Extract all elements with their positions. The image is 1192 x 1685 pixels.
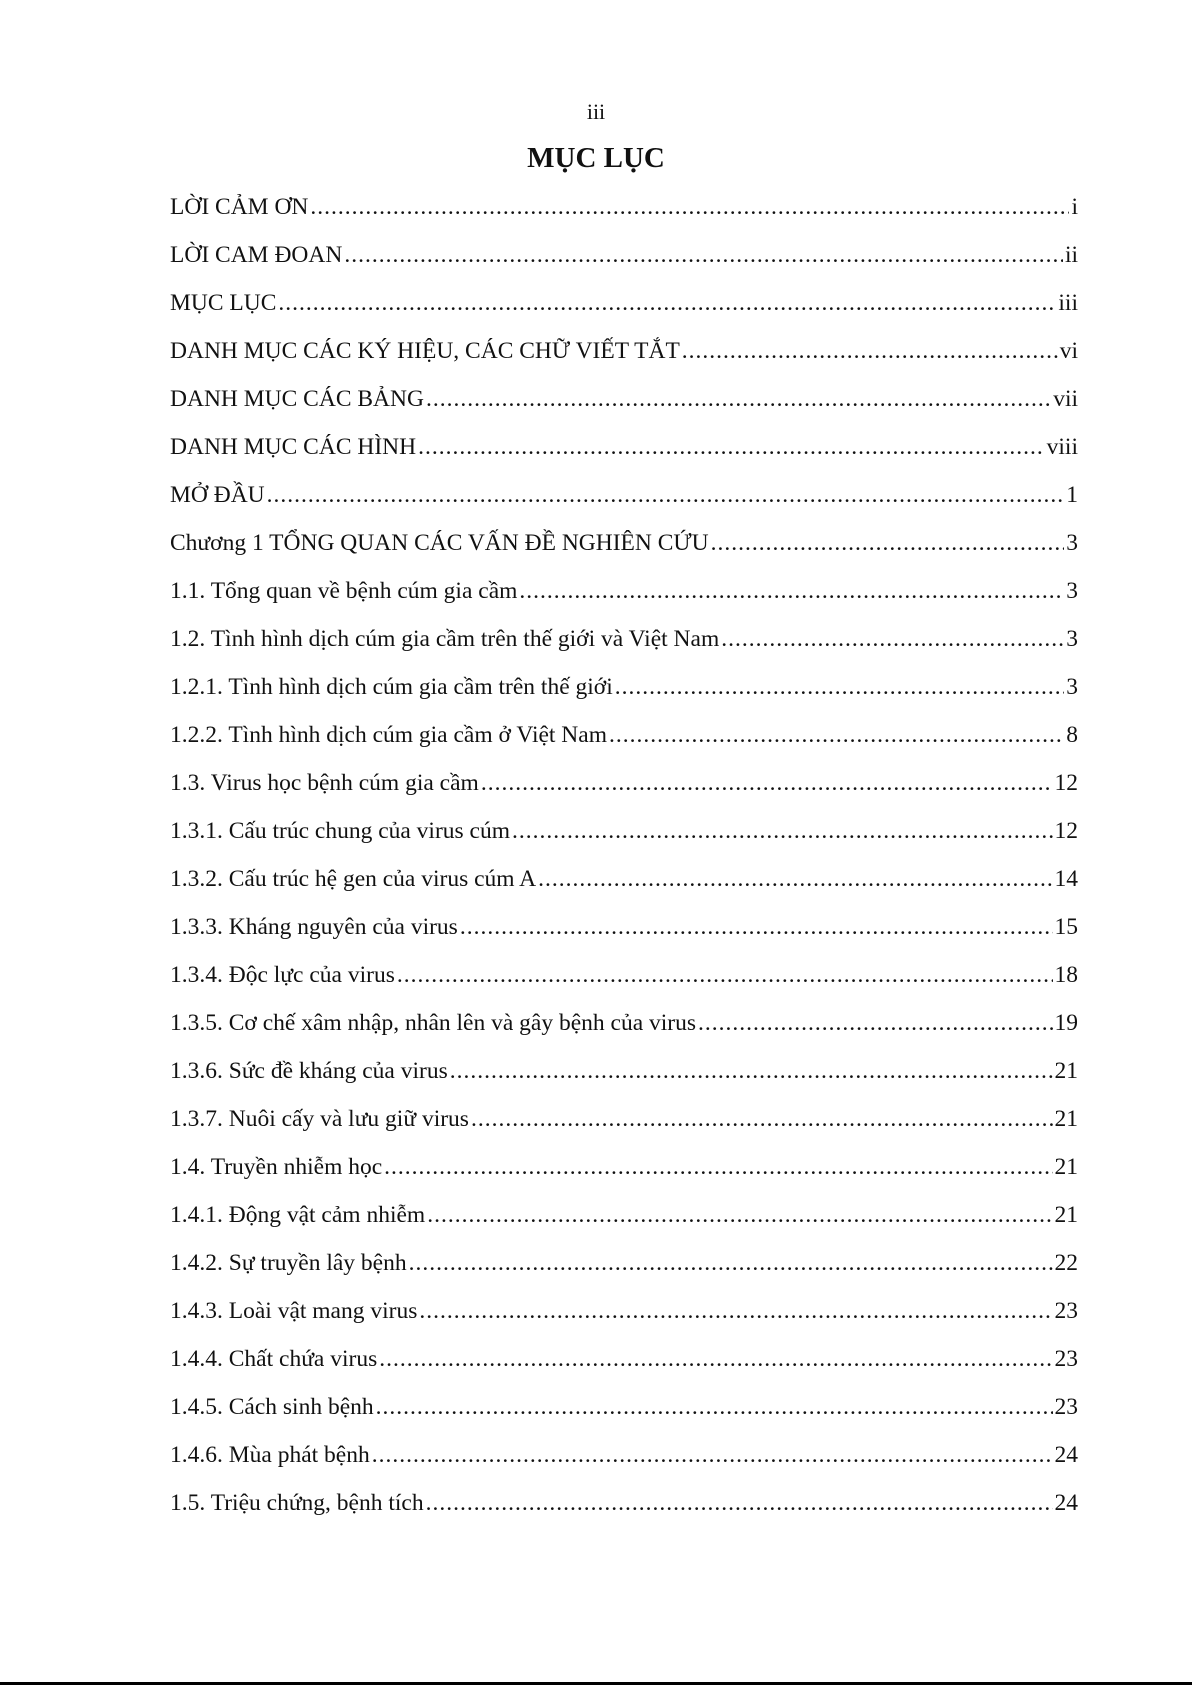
toc-entry-leader: [344, 238, 1063, 272]
toc-entry-leader: [615, 670, 1065, 704]
toc-entry-leader: [397, 958, 1053, 992]
toc-entry: [170, 1102, 1078, 1150]
toc-entry: [170, 478, 1078, 526]
toc-entry-text: 1.3.6. Sức đề kháng của virus: [170, 1058, 448, 1084]
toc-entry: [170, 622, 1078, 670]
toc-entry-text: 1.3.4. Độc lực của virus: [170, 962, 395, 988]
toc-entry-page: viii: [1046, 434, 1078, 460]
toc-entry: [170, 382, 1078, 430]
toc-entry-page: iii: [1058, 290, 1078, 316]
toc-entry-leader: [471, 1102, 1053, 1136]
toc-entry: [170, 334, 1078, 382]
toc-entry-text: 1.4. Truyền nhiễm học: [170, 1154, 383, 1180]
toc-entry-page: ii: [1064, 242, 1078, 268]
toc-entry-text: 1.3.1. Cấu trúc chung của virus cúm: [170, 818, 511, 844]
toc-entry: [170, 1390, 1078, 1438]
toc-entry-page: 24: [1054, 1442, 1078, 1468]
toc-entry-leader: [379, 1342, 1052, 1376]
toc-entry-leader: [376, 1390, 1053, 1424]
toc-entry-page: 14: [1054, 866, 1078, 892]
toc-entry: [170, 1054, 1078, 1102]
toc-entry-text: 1.2.2. Tình hình dịch cúm gia cầm ở Việt Nam: [170, 722, 607, 748]
toc-entry-page: 23: [1054, 1298, 1078, 1324]
toc-entry-leader: [538, 862, 1052, 896]
toc-entry-text: DANH MỤC CÁC BẢNG: [170, 386, 424, 412]
toc-entry-text: MỞ ĐẦU: [170, 482, 265, 508]
toc-entry: [170, 814, 1078, 862]
toc-entry-leader: [278, 286, 1056, 320]
toc-entry-leader: [427, 1198, 1052, 1232]
toc-entry-text: MỤC LỤC: [170, 290, 277, 316]
toc-entry-text: LỜI CAM ĐOAN: [170, 242, 343, 268]
toc-entry-text: 1.1. Tổng quan về bệnh cúm gia cầm: [170, 578, 518, 604]
toc-entry-text: 1.2. Tình hình dịch cúm gia cầm trên thế giới và Việt Nam: [170, 626, 720, 652]
toc-entry-page: 21: [1054, 1106, 1078, 1132]
toc-entry-text: 1.3.3. Kháng nguyên của virus: [170, 914, 458, 940]
toc-entry-page: 3: [1066, 626, 1078, 652]
toc-entry-page: 24: [1054, 1490, 1078, 1516]
toc-entry-page: i: [1071, 194, 1078, 220]
toc-entry-text: DANH MỤC CÁC KÝ HIỆU, CÁC CHỮ VIẾT TẮT: [170, 338, 680, 364]
toc-entry-page: 12: [1054, 770, 1078, 796]
toc-entry-leader: [481, 766, 1053, 800]
toc-entry-page: vi: [1059, 338, 1078, 364]
toc-entry: [170, 1246, 1078, 1294]
toc-entry-leader: [310, 190, 1069, 224]
toc-entry-page: 1: [1066, 482, 1078, 508]
toc-entry-page: 8: [1066, 722, 1078, 748]
toc-entry: [170, 286, 1078, 334]
toc-entry-page: 3: [1066, 578, 1078, 604]
toc-entry-text: 1.3. Virus học bệnh cúm gia cầm: [170, 770, 479, 796]
toc-entry-text: 1.4.5. Cách sinh bệnh: [170, 1394, 374, 1420]
toc-entry-page: 23: [1054, 1346, 1078, 1372]
toc-entry-leader: [418, 430, 1045, 464]
toc-entry: [170, 1294, 1078, 1342]
toc-entry-text: 1.4.2. Sự truyền lây bệnh: [170, 1250, 407, 1276]
toc-entry-text: 1.4.6. Mùa phát bệnh: [170, 1442, 370, 1468]
toc-entry-text: 1.5. Triệu chứng, bệnh tích: [170, 1490, 424, 1516]
toc-entry-leader: [372, 1438, 1053, 1472]
toc-entry: [170, 766, 1078, 814]
table-of-contents: [170, 190, 1078, 1534]
toc-entry-leader: [721, 622, 1064, 656]
toc-entry: [170, 958, 1078, 1006]
toc-entry: [170, 430, 1078, 478]
toc-entry-text: LỜI CẢM ƠN: [170, 194, 309, 220]
toc-entry-page: 3: [1066, 530, 1078, 556]
toc-entry-page: vii: [1053, 386, 1078, 412]
toc-entry-leader: [267, 478, 1065, 512]
toc-title: MỤC LỤC: [527, 142, 665, 174]
toc-entry-leader: [409, 1246, 1053, 1280]
toc-entry: [170, 574, 1078, 622]
toc-entry: [170, 238, 1078, 286]
toc-entry: [170, 1006, 1078, 1054]
toc-entry-leader: [682, 334, 1058, 368]
toc-entry: [170, 910, 1078, 958]
toc-entry-text: 1.3.2. Cấu trúc hệ gen của virus cúm A: [170, 866, 537, 892]
toc-entry-leader: [426, 1486, 1053, 1520]
toc-entry-page: 15: [1054, 914, 1078, 940]
toc-entry: [170, 670, 1078, 718]
toc-entry-leader: [711, 526, 1065, 560]
toc-entry: [170, 862, 1078, 910]
toc-entry-leader: [460, 910, 1053, 944]
toc-entry-leader: [519, 574, 1064, 608]
toc-entry: [170, 1342, 1078, 1390]
toc-entry-leader: [512, 814, 1052, 848]
toc-entry-page: 21: [1054, 1154, 1078, 1180]
toc-entry-leader: [698, 1006, 1052, 1040]
toc-entry-text: 1.4.3. Loài vật mang virus: [170, 1298, 418, 1324]
toc-entry-text: 1.4.1. Động vật cảm nhiễm: [170, 1202, 426, 1228]
toc-entry-text: Chương 1 TỔNG QUAN CÁC VẤN ĐỀ NGHIÊN CỨU: [170, 530, 709, 556]
toc-entry-leader: [450, 1054, 1053, 1088]
toc-entry: [170, 1198, 1078, 1246]
toc-entry-text: 1.3.5. Cơ chế xâm nhập, nhân lên và gây bệnh của virus: [170, 1010, 697, 1036]
toc-entry-leader: [609, 718, 1064, 752]
toc-entry-page: 22: [1054, 1250, 1078, 1276]
toc-entry-text: 1.3.7. Nuôi cấy và lưu giữ virus: [170, 1106, 469, 1132]
toc-entry: [170, 1438, 1078, 1486]
toc-entry-page: 18: [1054, 962, 1078, 988]
toc-entry-page: 21: [1054, 1202, 1078, 1228]
toc-entry-page: 12: [1054, 818, 1078, 844]
toc-entry-leader: [426, 382, 1051, 416]
toc-entry: [170, 1150, 1078, 1198]
toc-entry: [170, 526, 1078, 574]
toc-entry: [170, 190, 1078, 238]
toc-entry-text: DANH MỤC CÁC HÌNH: [170, 434, 417, 460]
toc-entry-text: 1.2.1. Tình hình dịch cúm gia cầm trên thế giới: [170, 674, 613, 700]
toc-entry-page: 19: [1054, 1010, 1078, 1036]
toc-entry: [170, 718, 1078, 766]
toc-entry-page: 23: [1054, 1394, 1078, 1420]
toc-entry-text: 1.4.4. Chất chứa virus: [170, 1346, 378, 1372]
toc-entry-page: 21: [1054, 1058, 1078, 1084]
page-number: iii: [586, 99, 606, 124]
toc-entry: [170, 1486, 1078, 1534]
toc-entry-page: 3: [1066, 674, 1078, 700]
toc-entry-leader: [419, 1294, 1052, 1328]
toc-entry-leader: [384, 1150, 1052, 1184]
